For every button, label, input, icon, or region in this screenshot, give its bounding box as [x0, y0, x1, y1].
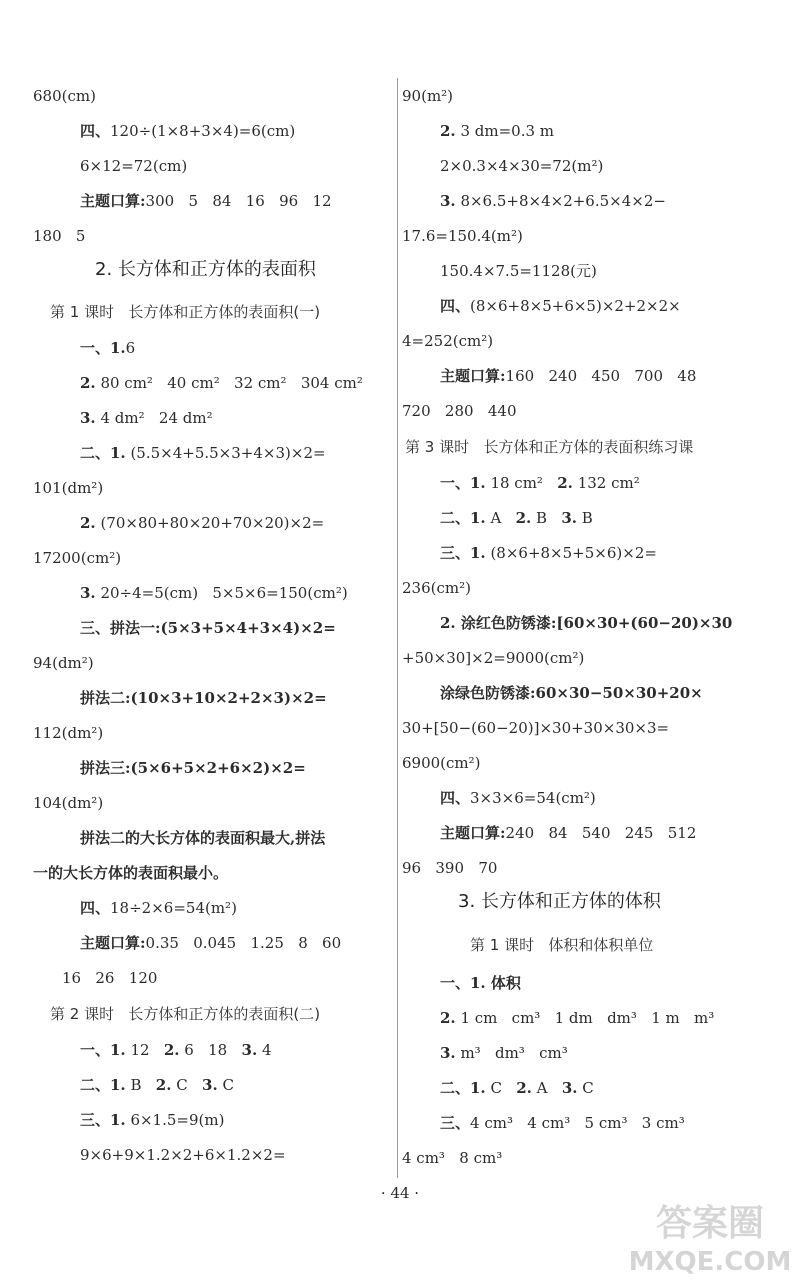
- lesson-title: 第 2 课时 长方体和正方体的表面积(二): [50, 1005, 321, 1023]
- answer-line: 涂绿色防锈漆:60×30−50×30+20×: [440, 684, 703, 702]
- answer-line: 17.6=150.4(m²): [402, 227, 523, 245]
- answer-line: 101(dm²): [33, 479, 104, 497]
- answer-line: 720 280 440: [402, 402, 517, 420]
- answer-line: 9×6+9×1.2×2+6×1.2×2=: [80, 1146, 286, 1164]
- answer-line: 680(cm): [33, 87, 96, 105]
- answer-line: 96 390 70: [402, 859, 498, 877]
- answer-line: 3. 20÷4=5(cm) 5×5×6=150(cm²): [80, 584, 348, 602]
- answer-line: 一、1. 18 cm² 2. 132 cm²: [440, 474, 640, 492]
- answer-line: 一、1. 12 2. 6 18 3. 4: [80, 1041, 272, 1059]
- mental-math-line: 主题口算:300 5 84 16 96 12: [80, 192, 332, 210]
- lesson-title: 第 3 课时 长方体和正方体的表面积练习课: [405, 438, 694, 456]
- column-divider: [397, 78, 398, 1178]
- answer-line: 3. 8×6.5+8×4×2+6.5×4×2−: [440, 192, 666, 210]
- section-title: 2. 长方体和正方体的表面积: [95, 259, 316, 280]
- page-number: · 44 ·: [380, 1184, 420, 1202]
- section-title: 3. 长方体和正方体的体积: [458, 891, 661, 912]
- answer-line: 4=252(cm²): [402, 332, 494, 350]
- answer-line: 2. 80 cm² 40 cm² 32 cm² 304 cm²: [80, 374, 363, 392]
- answer-line: 90(m²): [402, 87, 454, 105]
- watermark-logo: [625, 1190, 795, 1280]
- answer-line: 180 5: [33, 227, 86, 245]
- answer-line: 一的大长方体的表面积最小。: [33, 864, 229, 882]
- answer-line: 二、1. (5.5×4+5.5×3+4×3)×2=: [80, 444, 326, 462]
- lesson-title: 第 1 课时 体积和体积单位: [470, 936, 654, 954]
- answer-line: 拼法二的大长方体的表面积最大,拼法: [80, 829, 326, 847]
- lesson-title: 第 1 课时 长方体和正方体的表面积(一): [50, 303, 321, 321]
- answer-line: 6900(cm²): [402, 754, 481, 772]
- answer-line: 3. m³ dm³ cm³: [440, 1044, 568, 1062]
- answer-line: 2. 1 cm cm³ 1 dm dm³ 1 m m³: [440, 1009, 715, 1027]
- answer-line: +50×30]×2=9000(cm²): [402, 649, 585, 667]
- answer-line: 94(dm²): [33, 654, 94, 672]
- answer-line: 一、1. 体积: [440, 974, 521, 992]
- mental-math-line: 主题口算:240 84 540 245 512: [440, 824, 697, 842]
- mental-math-line: 主题口算:160 240 450 700 48: [440, 367, 697, 385]
- answer-line: 二、1. B 2. C 3. C: [80, 1076, 234, 1094]
- answer-line: 四、(8×6+8×5+6×5)×2+2×2×: [440, 297, 681, 315]
- answer-line: 三、1. 6×1.5=9(m): [80, 1111, 225, 1129]
- answer-line: 3. 4 dm² 24 dm²: [80, 409, 213, 427]
- answer-line: 6×12=72(cm): [80, 157, 188, 175]
- answer-line: 二、1. C 2. A 3. C: [440, 1079, 594, 1097]
- answer-line: 16 26 120: [62, 969, 158, 987]
- answer-line: 236(cm²): [402, 579, 471, 597]
- watermark-top-text: 答案圈: [655, 1203, 765, 1244]
- answer-line: 104(dm²): [33, 794, 104, 812]
- answer-line: 三、4 cm³ 4 cm³ 5 cm³ 3 cm³: [440, 1114, 685, 1132]
- answer-line: 二、1. A 2. B 3. B: [440, 509, 593, 527]
- answer-line: 四、18÷2×6=54(m²): [80, 899, 237, 917]
- answer-line: 17200(cm²): [33, 549, 122, 567]
- answer-line: 4 cm³ 8 cm³: [402, 1149, 503, 1167]
- answer-line: 2. (70×80+80×20+70×20)×2=: [80, 514, 325, 532]
- answer-line: 四、3×3×6=54(cm²): [440, 789, 596, 807]
- answer-line: 150.4×7.5=1128(元): [440, 262, 597, 280]
- answer-line: 三、拼法一:(5×3+5×4+3×4)×2=: [80, 619, 336, 637]
- answer-line: 2. 3 dm=0.3 m: [440, 122, 554, 140]
- mental-math-line: 主题口算:0.35 0.045 1.25 8 60: [80, 934, 342, 952]
- answer-line: 三、1. (8×6+8×5+5×6)×2=: [440, 544, 657, 562]
- answer-line: 112(dm²): [33, 724, 104, 742]
- answer-line: 四、120÷(1×8+3×4)=6(cm): [80, 122, 296, 140]
- answer-line: 30+[50−(60−20)]×30+30×30×3=: [402, 719, 670, 737]
- answer-line: 一、1.6: [80, 339, 136, 357]
- answer-line: 2×0.3×4×30=72(m²): [440, 157, 604, 175]
- answer-line: 2. 涂红色防锈漆:[60×30+(60−20)×30: [440, 614, 733, 632]
- answer-line: 拼法二:(10×3+10×2+2×3)×2=: [80, 689, 327, 707]
- answer-line: 拼法三:(5×6+5×2+6×2)×2=: [80, 759, 306, 777]
- watermark-bottom-text: MXQE.COM: [628, 1247, 792, 1277]
